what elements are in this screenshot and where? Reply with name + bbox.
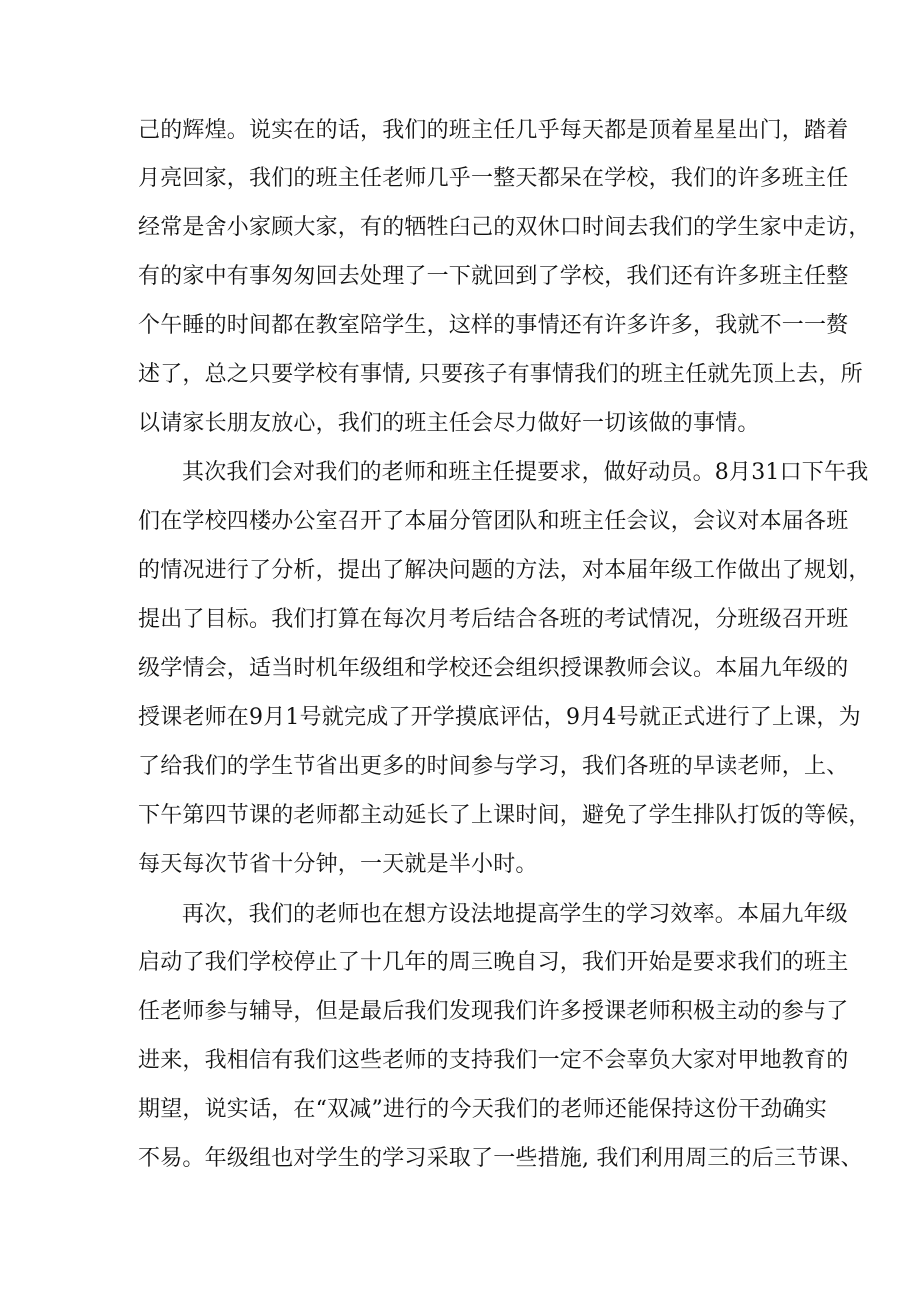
text-line: 进来，我相信有我们这些老师的支持我们一定不会辜负大家对甲地教育的: [138, 1048, 849, 1073]
text-line: 授课老师在9月1号就完成了开学摸底评估，9月4号就正式进行了上课，为: [138, 705, 861, 730]
text-line: 不易。年级组也对学生的学习采取了一些措施, 我们利用周三的后三节课、: [138, 1146, 863, 1171]
text-line: 下午第四节课的老师都主动延长了上课时间，避免了学生排队打饭的等候，: [138, 803, 871, 828]
text-line: 任老师参与辅导，但是最后我们发现我们许多授课老师积极主动的参与了: [138, 999, 849, 1024]
text-line: 期望，说实话，在“双减”进行的今天我们的老师还能保持这份干劲确实: [138, 1097, 827, 1122]
text-line: 们在学校四楼办公室召开了本届分管团队和班主任会议，会议对本届各班: [138, 509, 849, 534]
text-line: 有的家中有事匆匆回去处理了一下就回到了学校，我们还有许多班主任整: [138, 264, 849, 289]
text-line: 经常是舍小家顾大家，有的牺牲臼己的双休口时间去我们的学生家中走访，: [138, 215, 871, 240]
text-line: 月亮回家，我们的班主任老师几乎一整天都呆在学校，我们的许多班主任: [138, 166, 849, 191]
text-line: 再次，我们的老师也在想方设法地提高学生的学习效率。本届九年级: [182, 902, 849, 927]
text-line: 的情况进行了分析，提出了解决问题的方法，对本届年级工作做出了规划，: [138, 558, 871, 583]
text-line: 个午睡的时间都在教室陪学生，这样的事情还有许多许多，我就不一一赘: [138, 313, 849, 338]
text-line: 己的辉煌。说实在的话，我们的班主任几乎每天都是顶着星星出门，踏着: [138, 118, 849, 143]
text-line: 以请家长朋友放心，我们的班主任会尽力做好一切该做的事情。: [138, 411, 760, 436]
text-line: 每天每次节省十分钟，一天就是半小时。: [138, 852, 538, 877]
text-line: 提出了目标。我们打算在每次月考后结合各班的考试情况，分班级召开班: [138, 607, 849, 632]
text-line: 启动了我们学校停止了十几年的周三晚自习，我们开始是要求我们的班主: [138, 950, 849, 975]
text-line: 了给我们的学生节省出更多的时间参与学习，我们各班的早读老师，上、: [138, 754, 849, 779]
text-line: 述了，总之只要学校有事情, 只要孩子有事情我们的班主任就先顶上去，所: [138, 362, 863, 387]
text-line: 其次我们会对我们的老师和班主任提要求，做好动员。8月31口下午我: [182, 460, 869, 485]
text-line: 级学情会，适当时机年级组和学校还会组织授课教师会议。本届九年级的: [138, 656, 849, 681]
